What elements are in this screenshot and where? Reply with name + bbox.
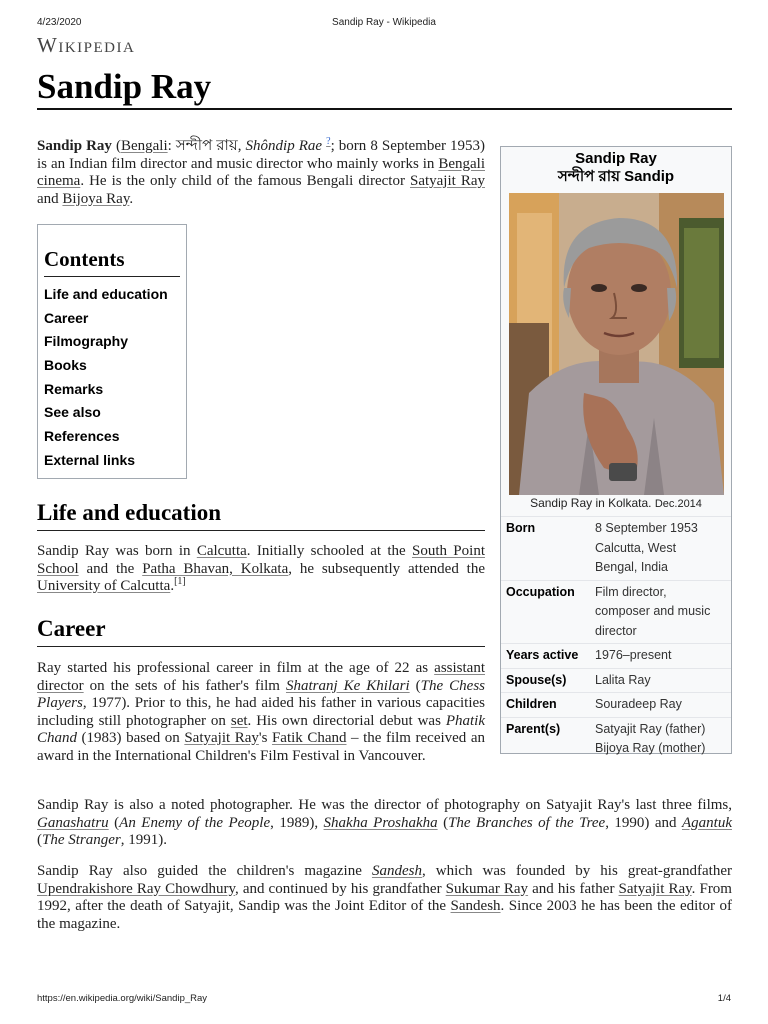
- text: , 1977). Prior to this, he had aided his father in various capacities including still photographer on: [37, 695, 485, 729]
- section-heading-life-and-education: Life and education: [37, 498, 485, 531]
- film-title: Phatik Chand: [37, 712, 485, 746]
- link-calcutta[interactable]: Calcutta: [196, 543, 247, 559]
- value-line[interactable]: Calcutta, West: [595, 540, 677, 555]
- caption-date: Dec.2014: [654, 498, 702, 510]
- link-satyajit-ray[interactable]: Satyajit Ray: [409, 173, 485, 189]
- table-of-contents: [37, 224, 187, 479]
- film-title: The Stranger: [42, 832, 121, 848]
- subject-name: Sandip Ray: [37, 138, 112, 154]
- text: (: [437, 814, 449, 831]
- link-assistant-director[interactable]: assistant director: [37, 660, 485, 694]
- text: (: [409, 677, 421, 694]
- value-line[interactable]: Bijoya Ray (mother): [595, 741, 706, 755]
- value-line: Film director,: [595, 584, 667, 599]
- toc-title: Contents: [44, 247, 180, 277]
- page-title: Sandip Ray: [37, 67, 212, 106]
- link-sandesh[interactable]: Sandesh: [371, 863, 422, 879]
- link-sandesh[interactable]: Sandesh: [450, 898, 501, 914]
- infobox-value: [595, 583, 710, 642]
- infobox-row-occupation: [501, 580, 731, 644]
- text: (: [37, 832, 42, 848]
- section-heading-career: Career: [37, 614, 485, 647]
- text: Ray started his professional career in film at the age of 22 as: [37, 660, 435, 676]
- caption-text: Sandip Ray in Kolkata.: [530, 496, 652, 510]
- infobox-label: Years active: [506, 648, 579, 662]
- career-paragraph: [37, 660, 485, 765]
- infobox-title-bengali: সন্দীপ রায় Sandip: [557, 168, 675, 185]
- link-patha-bhavan[interactable]: Patha Bhavan, Kolkata: [142, 560, 289, 577]
- infobox-rows: [501, 516, 731, 761]
- text: . Since 2003 he has been the editor of the magazine.: [37, 898, 732, 932]
- print-page-title: Sandip Ray - Wikipedia: [332, 17, 436, 28]
- link-south-point-school[interactable]: South Point School: [37, 543, 485, 577]
- text: :: [167, 138, 176, 154]
- value-line[interactable]: Bengal, India: [595, 560, 668, 574]
- photography-paragraph: [37, 797, 732, 850]
- film-title: The Branches of the Tree: [448, 814, 606, 831]
- infobox-row-spouse: [501, 668, 731, 693]
- text: (: [111, 138, 121, 154]
- text: . He is the only child of the famous Bengali director: [80, 173, 410, 189]
- link-sukumar-ray[interactable]: Sukumar Ray: [445, 880, 529, 897]
- value-line: 8 September 1953: [595, 521, 698, 535]
- link-upendrakishore-ray-chowdhury[interactable]: Upendrakishore Ray Chowdhury: [37, 880, 235, 897]
- link-fatik-chand[interactable]: Fatik Chand: [271, 730, 347, 746]
- link-bijoya-ray[interactable]: Bijoya Ray: [62, 190, 130, 207]
- value-line: Lalita Ray: [595, 672, 651, 687]
- infobox-value: [595, 646, 671, 666]
- link-set[interactable]: set: [230, 712, 248, 729]
- title-divider: [37, 108, 732, 110]
- infobox-value: [595, 671, 651, 691]
- link-bengali-cinema[interactable]: Bengali cinema: [37, 155, 485, 189]
- film-title: The Chess Players: [37, 677, 485, 711]
- infobox-title: [501, 147, 731, 191]
- wikipedia-wordmark[interactable]: Wikipedia: [37, 33, 136, 57]
- value-line: 1976–present: [595, 648, 672, 662]
- infobox-label: Parent(s): [506, 721, 561, 736]
- page-number: 1/4: [717, 993, 731, 1004]
- text: .: [129, 190, 134, 207]
- text: on the sets of his father's film: [83, 677, 286, 694]
- toc-item-filmography[interactable]: Filmography: [44, 333, 129, 350]
- text: and his father: [528, 880, 619, 897]
- infobox-row-born: [501, 516, 731, 580]
- infobox-row-children: [501, 692, 731, 717]
- infobox-label: Spouse(s): [506, 672, 567, 687]
- infobox-title-english: Sandip Ray: [575, 150, 657, 167]
- infobox-label: Children: [506, 697, 557, 711]
- text: Sandip Ray also guided the children's magazine: [37, 863, 372, 879]
- toc-item-career[interactable]: Career: [44, 309, 89, 326]
- infobox-label: Occupation: [506, 584, 575, 599]
- toc-item-remarks[interactable]: Remarks: [44, 380, 104, 397]
- text: and the: [78, 560, 143, 577]
- print-date: 4/23/2020: [37, 17, 82, 28]
- text: (: [108, 814, 120, 831]
- infobox-label: Born: [506, 521, 536, 535]
- value-line: Souradeep Ray: [595, 697, 682, 711]
- text: . Initially schooled at the: [246, 543, 412, 559]
- portrait-illustration: [509, 193, 724, 495]
- link-bengali-language[interactable]: Bengali: [120, 138, 168, 154]
- text: , 1990) and: [605, 814, 682, 831]
- text: .: [170, 578, 175, 594]
- link-shatranj-ke-khilari[interactable]: Shatranj Ke Khilari: [285, 677, 410, 694]
- text: , 1991).: [120, 832, 167, 848]
- text: , which was founded by his great-grandfather: [421, 863, 733, 879]
- infobox: [500, 146, 732, 754]
- print-footer: [37, 993, 731, 1007]
- pronunciation-audio-link[interactable]: ?: [326, 136, 331, 147]
- toc-item-books[interactable]: Books: [44, 357, 87, 374]
- infobox-value: [595, 695, 682, 715]
- link-university-of-calcutta[interactable]: University of Calcutta: [37, 578, 171, 594]
- text: Sandip Ray was born in: [37, 543, 197, 559]
- value-line[interactable]: Satyajit Ray (father): [595, 721, 706, 736]
- page-url: https://en.wikipedia.org/wiki/Sandip_Ray: [37, 993, 208, 1004]
- print-header: [37, 17, 731, 31]
- text: , and continued by his grandfather: [234, 880, 446, 897]
- intro-paragraph: [37, 138, 485, 208]
- text: ,: [237, 138, 246, 154]
- link-satyajit-ray[interactable]: Satyajit Ray: [184, 730, 259, 746]
- link-satyajit-ray[interactable]: Satyajit Ray: [618, 880, 692, 897]
- text: . His own directorial debut was: [247, 712, 446, 729]
- link-agantuk[interactable]: Agantuk: [681, 814, 732, 831]
- photo-caption: [501, 495, 731, 512]
- link-ganashatru[interactable]: Ganashatru: [37, 814, 109, 831]
- sandesh-paragraph: [37, 863, 732, 933]
- value-line: composer and music: [595, 604, 711, 618]
- infobox-value: [595, 519, 698, 578]
- value-line: director: [595, 623, 637, 638]
- reference-link[interactable]: [1]: [174, 576, 186, 587]
- portrait-photo[interactable]: [509, 193, 724, 495]
- toc-item-life-and-education[interactable]: Life and education: [44, 286, 168, 302]
- infobox-row-parents: [501, 717, 731, 761]
- text: 's: [258, 730, 272, 746]
- text: . From 1992, after the death of Satyajit, Sandip was the Joint Editor of the: [37, 880, 732, 914]
- text: , 1989),: [270, 814, 324, 831]
- text: , he subsequently attended the: [288, 560, 485, 577]
- romanized-name: Shôndip Rae: [245, 138, 323, 154]
- toc-item-see-also[interactable]: See also: [44, 404, 101, 421]
- text: Sandip Ray is also a noted photographer. He was the director of photography on Satyajit Ray's last three films,: [37, 797, 732, 813]
- infobox-value: [595, 720, 705, 759]
- infobox-row-years-active: [501, 643, 731, 668]
- text: ; born 8 September 1953) is an Indian film director and music director who mainly works in: [37, 138, 486, 172]
- film-title: An Enemy of the People: [119, 814, 271, 831]
- life-paragraph: [37, 543, 485, 596]
- toc-item-references[interactable]: References: [44, 428, 120, 445]
- text: – the film received an award in the International Children's Film Festival in Vancouver.: [37, 730, 485, 764]
- bengali-name: সন্দীপ রায়: [175, 138, 238, 154]
- toc-item-external-links[interactable]: External links: [44, 451, 136, 468]
- text: (1983) based on: [77, 730, 185, 746]
- text: and: [37, 190, 63, 207]
- link-shakha-proshakha[interactable]: Shakha Proshakha: [323, 814, 438, 831]
